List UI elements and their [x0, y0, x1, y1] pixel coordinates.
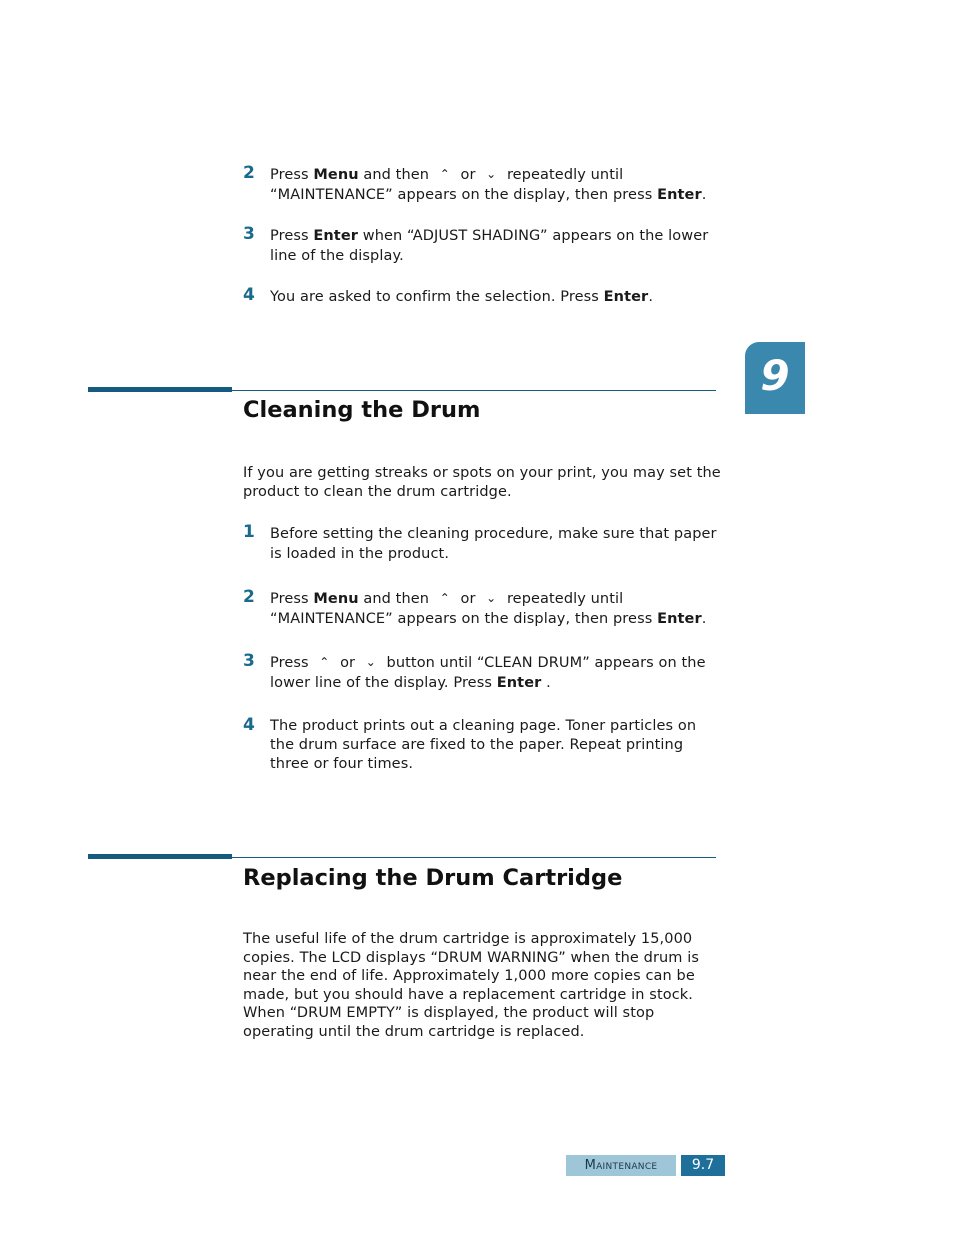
section-heading-replacing: Replacing the Drum Cartridge: [243, 865, 623, 891]
step-2-top: [243, 165, 723, 205]
step-3-cleaning: [243, 653, 723, 693]
step-number: 2: [243, 587, 255, 607]
step-3-top: [243, 226, 723, 266]
step-number: 2: [243, 163, 255, 183]
step-text: Before setting the cleaning procedure, make sure that paper is loaded in the product.: [270, 526, 717, 562]
step-text: Press ⌃ or ⌄ button until “CLEAN DRUM” appears on the lower line of the display. Press Enter .: [270, 653, 723, 693]
step-number: 3: [243, 224, 255, 244]
step-text: Press Menu and then ⌃ or ⌄ repeatedly until “MAINTENANCE” appears on the display, then press Enter.: [270, 589, 723, 629]
footer-page-number: 9.7: [681, 1155, 725, 1176]
section-rule-thin: [232, 857, 716, 858]
step-number: 4: [243, 715, 255, 735]
chevron-down-icon: ⌄: [486, 591, 497, 605]
step-2-cleaning: [243, 589, 723, 629]
chevron-up-icon: ⌃: [439, 167, 450, 181]
chevron-up-icon: ⌃: [319, 655, 330, 669]
section-rule-thick: [88, 387, 232, 392]
section-heading-cleaning: Cleaning the Drum: [243, 397, 481, 423]
chevron-up-icon: ⌃: [439, 591, 450, 605]
step-text: You are asked to confirm the selection. Press Enter.: [270, 289, 654, 305]
section-rule-thick: [88, 854, 232, 859]
chevron-down-icon: ⌄: [365, 655, 376, 669]
footer-chapter-label: Maintenance: [566, 1155, 676, 1176]
step-number: 3: [243, 651, 255, 671]
step-text: The product prints out a cleaning page. Toner particles on the drum surface are fixed to the paper. Repeat printing three or four times.: [270, 718, 697, 772]
chevron-down-icon: ⌄: [486, 167, 497, 181]
step-number: 4: [243, 285, 255, 305]
section-rule-thin: [232, 390, 716, 391]
step-text: Press Menu and then ⌃ or ⌄ repeatedly until “MAINTENANCE” appears on the display, then press Enter.: [270, 165, 723, 205]
step-4-cleaning: [243, 717, 723, 774]
section-intro-cleaning: If you are getting streaks or spots on your print, you may set the product to clean the drum cartridge.: [243, 465, 721, 500]
chapter-tab: 9: [745, 342, 805, 414]
section-intro-replacing: The useful life of the drum cartridge is approximately 15,000 copies. The LCD displays “DRUM WARNING” when the drum is near the end of life. Approximately 1,000 more copies can be made, but you should have a replacement cartridge in stock. When “DRUM EMPTY” is displayed, the product will stop operating until the drum cartridge is replaced.: [243, 931, 700, 1040]
step-text: Press Enter when “ADJUST SHADING” appears on the lower line of the display.: [270, 228, 709, 264]
step-4-top: [243, 287, 723, 307]
step-1-cleaning: [243, 524, 723, 564]
step-number: 1: [243, 522, 255, 542]
